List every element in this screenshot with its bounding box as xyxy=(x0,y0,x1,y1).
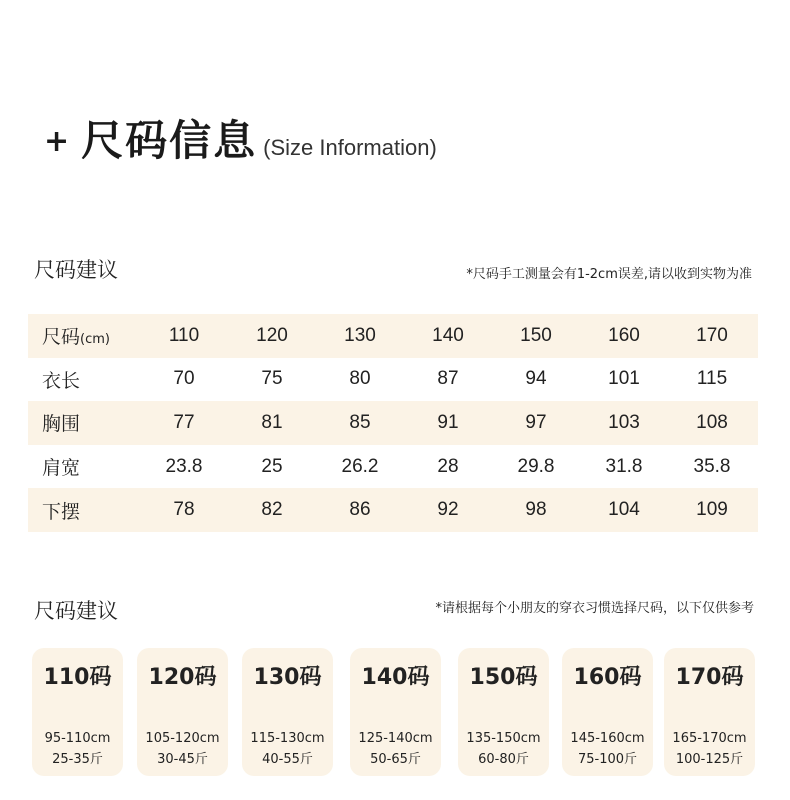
card-size: 130码 xyxy=(253,665,322,690)
table-row xyxy=(28,401,758,445)
table-section-title: 尺码建议 xyxy=(34,258,118,282)
row-label: 胸围 xyxy=(42,413,81,436)
card-weight: 40-55斤 xyxy=(262,752,313,767)
table-cell: 26.2 xyxy=(341,455,379,477)
table-cell: 77 xyxy=(173,411,195,433)
table-cell: 78 xyxy=(173,499,195,521)
table-row xyxy=(28,488,758,532)
card-size: 140码 xyxy=(361,665,430,690)
table-cell: 120 xyxy=(256,324,288,346)
table-cell: 92 xyxy=(437,499,459,521)
card-height: 125-140cm xyxy=(358,731,433,746)
table-cell: 25 xyxy=(261,455,283,477)
card-height: 105-120cm xyxy=(145,731,220,746)
card-height: 165-170cm xyxy=(672,731,747,746)
size-card xyxy=(562,648,653,776)
header-label: 尺码(cm) xyxy=(42,326,110,349)
card-size: 150码 xyxy=(469,665,538,690)
table-cell: 80 xyxy=(349,368,371,390)
table-cell: 170 xyxy=(696,324,728,346)
card-weight: 30-45斤 xyxy=(157,752,208,767)
table-cell: 140 xyxy=(432,324,464,346)
card-weight: 25-35斤 xyxy=(52,752,103,767)
table-cell: 150 xyxy=(520,324,552,346)
card-weight: 75-100斤 xyxy=(577,752,638,767)
table-cell: 75 xyxy=(261,368,283,390)
card-section-title: 尺码建议 xyxy=(34,599,118,623)
size-card xyxy=(350,648,441,776)
table-cell: 31.8 xyxy=(605,455,643,477)
table-cell: 104 xyxy=(608,499,640,521)
table-cell: 29.8 xyxy=(517,455,555,477)
size-card xyxy=(242,648,333,776)
table-cell: 94 xyxy=(525,368,547,390)
card-size: 110码 xyxy=(43,665,112,690)
table-cell: 35.8 xyxy=(693,455,731,477)
table-cell: 87 xyxy=(437,368,459,390)
title-english: (Size Information) xyxy=(263,135,437,160)
card-height: 115-130cm xyxy=(250,731,325,746)
size-recommendation-cards xyxy=(32,648,758,776)
table-cell: 108 xyxy=(696,411,728,433)
table-cell: 98 xyxy=(525,499,547,521)
card-weight: 60-80斤 xyxy=(478,752,529,767)
table-cell: 97 xyxy=(525,411,547,433)
table-row xyxy=(28,358,758,402)
table-cell: 28 xyxy=(437,455,459,477)
card-height: 135-150cm xyxy=(466,731,541,746)
row-label: 肩宽 xyxy=(42,457,81,480)
table-cell: 101 xyxy=(608,368,640,390)
row-label: 衣长 xyxy=(42,369,81,392)
size-card xyxy=(664,648,755,776)
table-cell: 109 xyxy=(696,499,728,521)
table-cell: 115 xyxy=(696,368,728,390)
title-chinese: 尺码信息 xyxy=(81,116,258,165)
card-weight: 100-125斤 xyxy=(675,752,744,767)
table-cell: 81 xyxy=(261,411,283,433)
table-cell: 91 xyxy=(437,411,459,433)
card-size: 170码 xyxy=(675,665,744,690)
table-cell: 130 xyxy=(344,324,376,346)
table-cell: 103 xyxy=(608,411,640,433)
size-card xyxy=(458,648,549,776)
table-cell: 160 xyxy=(608,324,640,346)
table-cell: 86 xyxy=(349,499,371,521)
table-cell: 23.8 xyxy=(165,455,203,477)
size-card xyxy=(32,648,123,776)
card-size: 160码 xyxy=(573,665,642,690)
plus-icon: + xyxy=(44,124,70,159)
table-cell: 70 xyxy=(173,368,195,390)
card-height: 95-110cm xyxy=(44,731,111,746)
table-section-note: *尺码手工测量会有1-2cm误差,请以收到实物为准 xyxy=(466,267,752,282)
card-height: 145-160cm xyxy=(570,731,645,746)
size-table xyxy=(28,314,758,532)
row-label: 下摆 xyxy=(42,500,81,523)
table-cell: 82 xyxy=(261,499,283,521)
card-size: 120码 xyxy=(148,665,217,690)
table-cell: 85 xyxy=(349,411,371,433)
card-weight: 50-65斤 xyxy=(370,752,421,767)
size-card xyxy=(137,648,228,776)
table-header-row xyxy=(28,314,758,358)
table-row xyxy=(28,445,758,489)
card-section-note: *请根据每个小朋友的穿衣习惯选择尺码，以下仅供参考 xyxy=(435,601,754,616)
table-cell: 110 xyxy=(168,324,200,346)
page-title xyxy=(44,108,437,168)
